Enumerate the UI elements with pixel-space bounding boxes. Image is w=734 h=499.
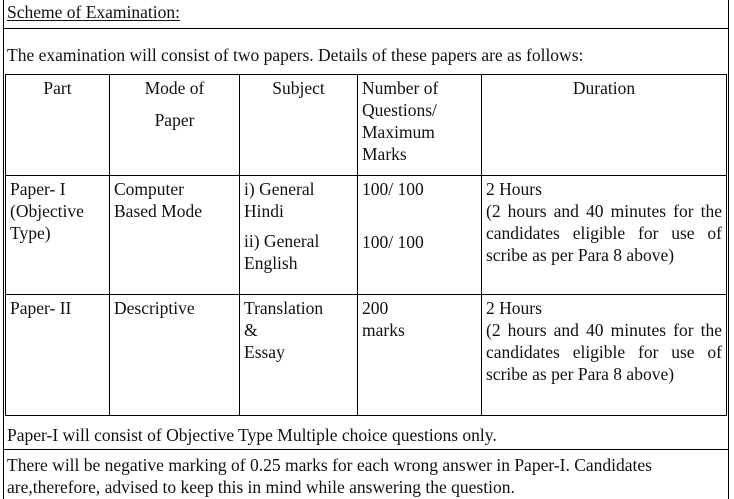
cell-subject: Translation & Essay [240,295,358,416]
header-mode: Mode of Paper [110,75,240,176]
cell-mode: Computer Based Mode [110,176,240,295]
header-part: Part [6,75,110,176]
table-row-paper-1 [6,176,727,295]
intro-text: The examination will consist of two papers. Details of these papers are as follows: [7,45,584,65]
cell-duration: 2 Hours (2 hours and 40 minutes for the candidates eligible for use of scribe as per Para 8 above) [482,295,727,416]
table-row-paper-2 [6,295,727,416]
divider [3,28,729,29]
header-duration: Duration [482,75,727,176]
header-subject: Subject [240,75,358,176]
cell-part: Paper- II [6,295,110,416]
cell-part: Paper- I (Objective Type) [6,176,110,295]
header-questions: Number of Questions/ Maximum Marks [358,75,482,176]
note-negative-marking: There will be negative marking of 0.25 marks for each wrong answer in Paper-I. Candidates are,therefore, advised to keep this in mind while answering the question. [7,455,652,497]
exam-scheme-table [5,74,727,416]
cell-marks: 100/ 100 100/ 100 [358,176,482,295]
cell-marks: 200 marks [358,295,482,416]
divider [3,449,729,450]
cell-duration: 2 Hours (2 hours and 40 minutes for the candidates eligible for use of scribe as per Para 8 above) [482,176,727,295]
cell-mode: Descriptive [110,295,240,416]
note-objective-type: Paper-I will consist of Objective Type Multiple choice questions only. [7,425,497,445]
table-header-row [6,75,727,176]
section-heading: Scheme of Examination: [7,2,181,22]
cell-subject: i) General Hindi ii) General English [240,176,358,295]
